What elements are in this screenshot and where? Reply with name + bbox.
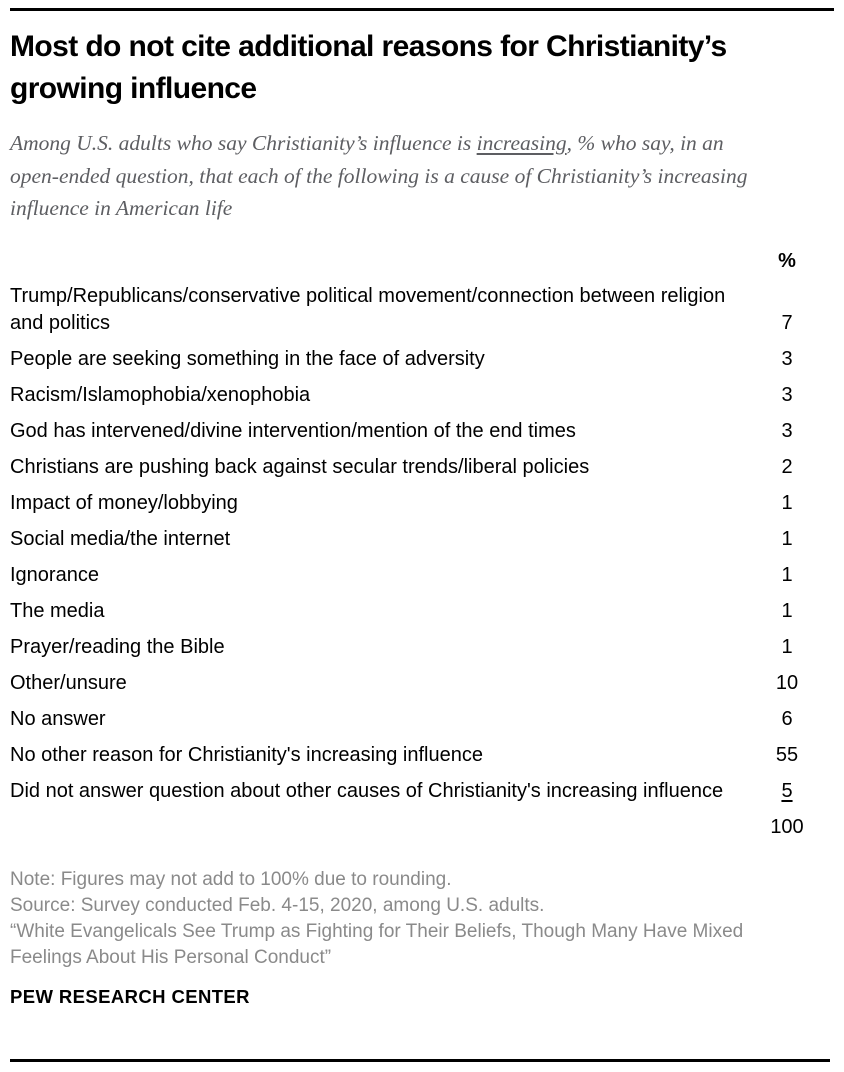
table-header-row — [10, 248, 815, 275]
subtitle — [10, 127, 758, 225]
note-line: Note: Figures may not add to 100% due to rounding. — [10, 868, 452, 890]
source-line: Source: Survey conducted Feb. 4-15, 2020, among U.S. adults. — [10, 894, 545, 916]
bottom-rule — [10, 1059, 830, 1062]
table-row — [10, 670, 815, 697]
table-body — [10, 283, 815, 805]
row-value: 5 — [781, 779, 793, 802]
row-label: Did not answer question about other causes of Christianity's increasing influence — [10, 779, 724, 802]
row-value: 6 — [781, 707, 793, 730]
row-label: The media — [10, 599, 105, 622]
row-label: Other/unsure — [10, 671, 127, 694]
subtitle-suffix: , % who say, in an open-ended question, that each of the following is a cause of Christianity’s increasing influence in American life — [10, 131, 748, 220]
row-value: 1 — [781, 563, 793, 586]
row-value: 1 — [781, 527, 793, 550]
table-row — [10, 490, 815, 517]
row-label: God has intervened/divine intervention/mention of the end times — [10, 419, 576, 442]
table-row — [10, 634, 815, 661]
reasons-table — [10, 248, 815, 841]
row-value: 1 — [781, 491, 793, 514]
row-value: 1 — [781, 599, 793, 622]
table-row — [10, 706, 815, 733]
row-label: Prayer/reading the Bible — [10, 635, 225, 658]
row-value: 10 — [775, 671, 799, 694]
report-title-line: “White Evangelicals See Trump as Fighting for Their Beliefs, Though Many Have Mixed Feelings About His Personal Conduct” — [10, 920, 744, 968]
table-row — [10, 283, 815, 337]
row-label: Social media/the internet — [10, 527, 231, 550]
table-row — [10, 778, 815, 805]
pew-research-table-graphic — [0, 8, 844, 1072]
row-value: 2 — [781, 455, 793, 478]
top-rule — [10, 8, 834, 11]
row-label: Christians are pushing back against secular trends/liberal policies — [10, 455, 590, 478]
row-value: 3 — [781, 419, 793, 442]
table-row — [10, 454, 815, 481]
row-label: Trump/Republicans/conservative political movement/connection between religion and politics — [10, 284, 726, 334]
row-label: People are seeking something in the face of adversity — [10, 347, 485, 370]
row-label: No answer — [10, 707, 106, 730]
page-title: Most do not cite additional reasons for Christianity’s growing influence — [10, 30, 727, 105]
table-row — [10, 742, 815, 769]
row-label: Impact of money/lobbying — [10, 491, 238, 514]
row-label: Racism/Islamophobia/xenophobia — [10, 383, 311, 406]
row-value: 3 — [781, 347, 793, 370]
pew-research-center-wordmark: PEW RESEARCH CENTER — [10, 985, 250, 1007]
content-area — [0, 26, 844, 1008]
table-row — [10, 382, 815, 409]
subtitle-underlined-word: increasing — [476, 131, 567, 155]
row-value: 7 — [781, 311, 793, 334]
table-row — [10, 526, 815, 553]
table-row — [10, 598, 815, 625]
table-row — [10, 418, 815, 445]
table-row — [10, 562, 815, 589]
total-row — [10, 814, 815, 841]
subtitle-prefix: Among U.S. adults who say Christianity’s influence is — [10, 131, 477, 155]
footnotes — [10, 867, 804, 971]
percent-column-header: % — [778, 249, 796, 272]
row-value: 55 — [775, 743, 799, 766]
row-label: No other reason for Christianity's increasing influence — [10, 743, 483, 766]
row-value: 3 — [781, 383, 793, 406]
table-row — [10, 346, 815, 373]
total-value: 100 — [770, 815, 804, 838]
row-label: Ignorance — [10, 563, 99, 586]
row-value: 1 — [781, 635, 793, 658]
